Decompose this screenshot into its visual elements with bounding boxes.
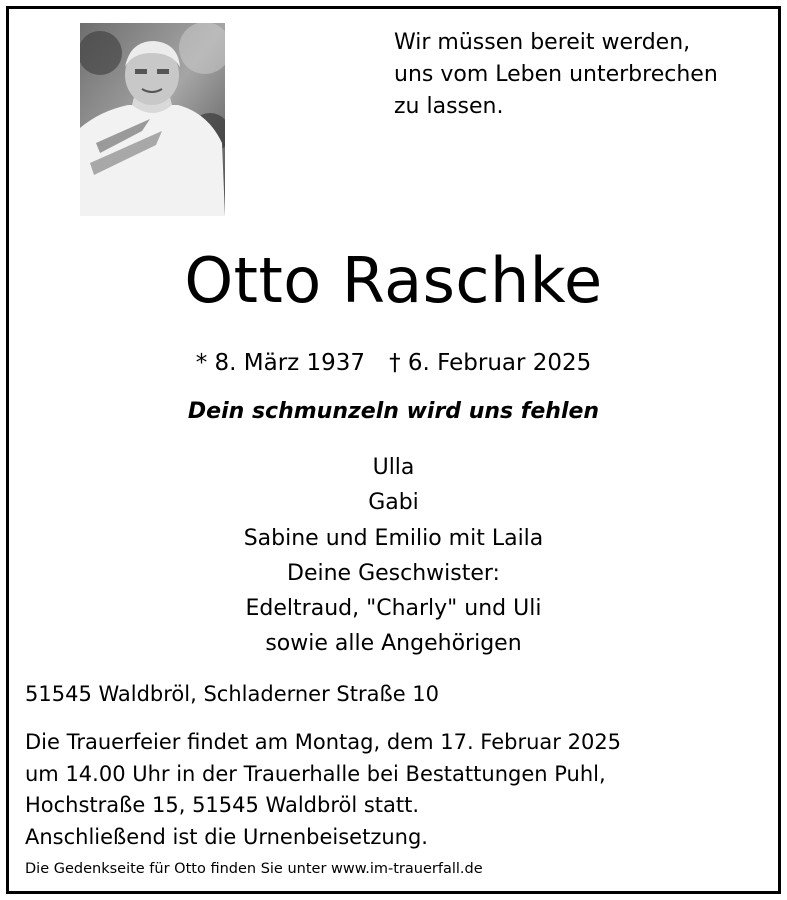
mourner: Edeltraud, "Charly" und Uli — [245, 596, 542, 622]
mourner: Deine Geschwister: — [287, 560, 500, 586]
life-dates — [9, 347, 778, 379]
address: 51545 Waldbröl, Schladerner Straße 10 — [25, 682, 440, 706]
death-date: † 6. Februar 2025 — [389, 350, 592, 376]
quote-line: Wir müssen bereit werden, — [394, 30, 691, 55]
service-line: Die Trauerfeier findet am Montag, dem 17. Februar 2025 — [25, 730, 622, 754]
service-line: Anschließend ist die Urnenbeisetzung. — [25, 824, 428, 849]
mourners-list — [9, 450, 778, 662]
mourner: sowie alle Angehörigen — [265, 631, 522, 657]
quote-line: zu lassen. — [394, 94, 504, 119]
portrait-photo-icon — [80, 23, 225, 216]
mourner: Ulla — [372, 455, 415, 480]
portrait-photo — [80, 23, 225, 216]
quote — [394, 27, 764, 123]
service-info — [25, 727, 621, 853]
deceased-name: Otto Raschke — [184, 244, 603, 317]
service-line: um 14.00 Uhr in der Trauerhalle bei Bestattungen Puhl, — [25, 761, 606, 786]
birth-date: * 8. März 1937 — [195, 350, 366, 376]
mourner: Sabine und Emilio mit Laila — [243, 525, 544, 551]
mourner: Gabi — [368, 490, 419, 516]
quote-line: uns vom Leben unterbrechen — [394, 62, 718, 87]
memorial-page-note: Die Gedenkseite für Otto finden Sie unter www.im-trauerfall.de — [25, 861, 483, 877]
obituary-card — [6, 6, 781, 894]
motto: Dein schmunzeln wird uns fehlen — [187, 399, 600, 424]
service-line: Hochstraße 15, 51545 Waldbröl statt. — [25, 793, 420, 817]
